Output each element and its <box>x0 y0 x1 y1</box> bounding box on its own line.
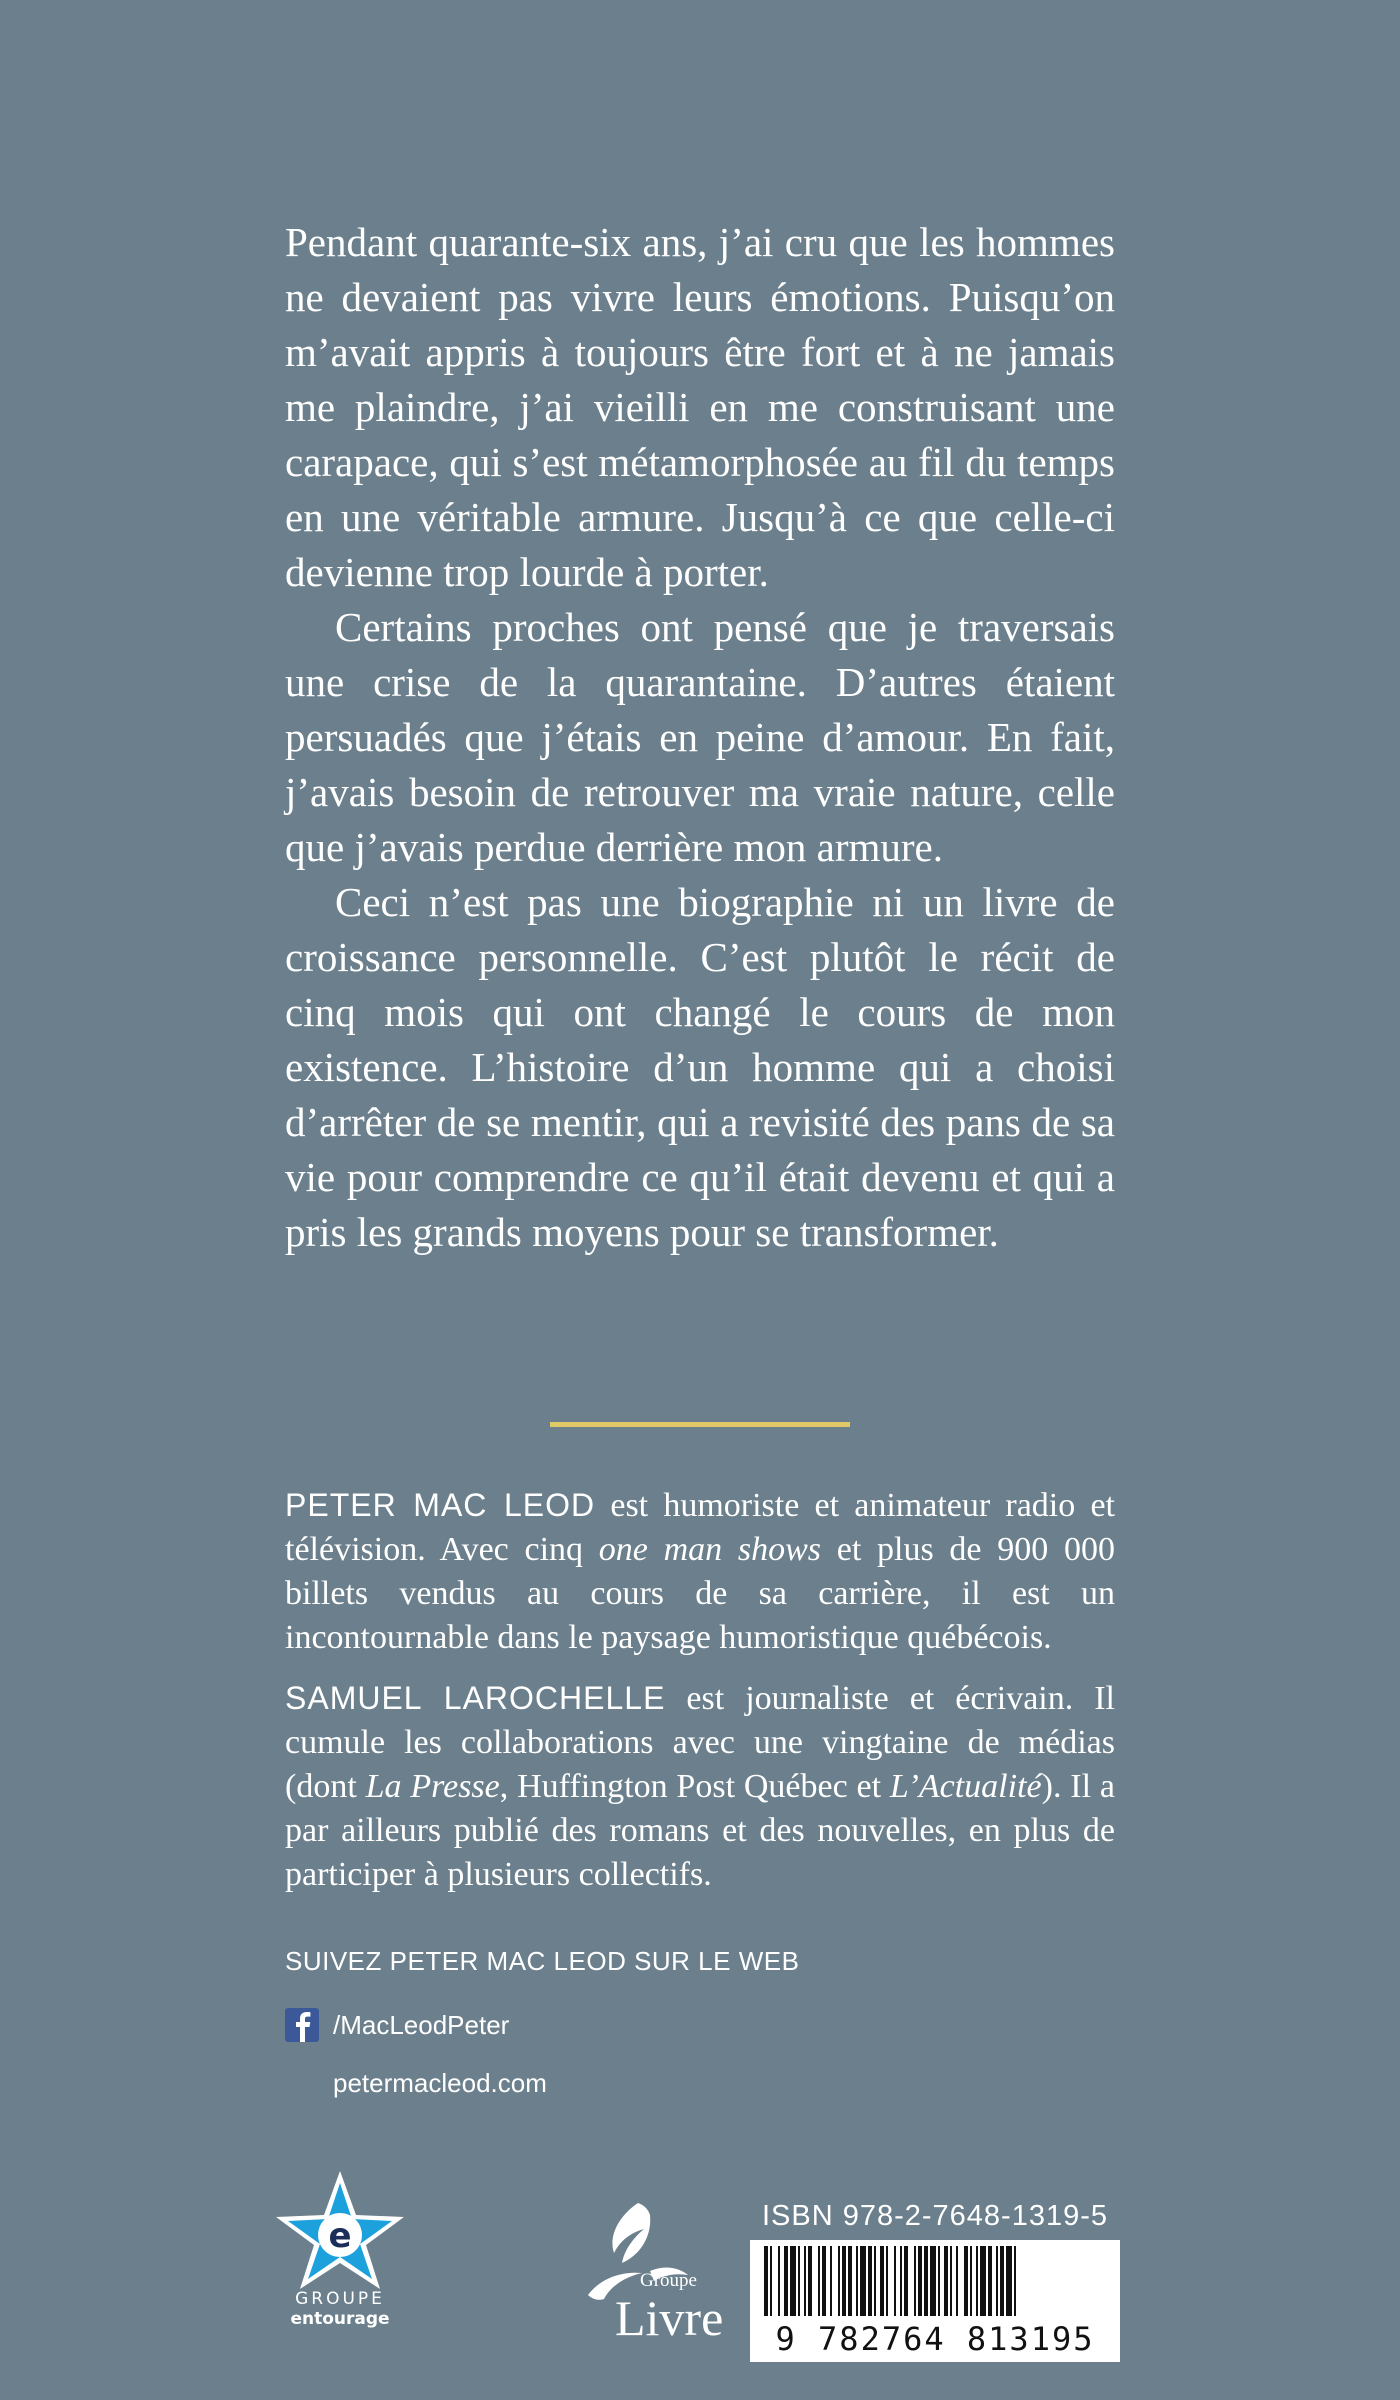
livre-small-word: Groupe <box>640 2270 697 2291</box>
entourage-letter: e <box>328 2216 352 2256</box>
blurb-paragraph-2: Certains proches ont pensé que je traversais une crise de la quarantaine. D’autres étaient persuadés que j’étais en peine d’amour. En fait, j’avais besoin de retrouver ma vraie nature, celle que j’avais perdue derrière mon armure. <box>285 604 1115 870</box>
bio-peter-text-2: et plus de 900 000 billets vendus au cours de sa carrière, il est un incontournable dans le paysage humoristique québécois. <box>285 1531 1115 1656</box>
isbn-label: ISBN 978-2-7648-1319-5 <box>761 2200 1109 2232</box>
livre-big-word: Livre <box>615 2290 724 2346</box>
entourage-line2: entourage <box>290 2309 390 2329</box>
barcode-digits: 9 782764 813195 <box>750 2320 1120 2358</box>
facebook-link[interactable] <box>285 2005 509 2045</box>
author-bios <box>285 1483 1115 1913</box>
isbn-barcode <box>750 2200 1120 2362</box>
blurb-paragraph-1: Pendant quarante-six ans, j’ai cru que les hommes ne devaient pas vivre leurs émotions. Puisqu’on m’avait appris à toujours être fort et à ne jamais me plaindre, j’ai vieilli en me construisant une carapace, qui s’est métamorphosée au fil du temps en une véritable armure. Jusqu’à ce que celle-ci devienne trop lourde à porter. <box>285 219 1115 595</box>
entourage-star-logo-icon <box>270 2165 410 2365</box>
facebook-handle: /MacLeodPeter <box>333 2009 510 2040</box>
follow-heading: SUIVEZ PETER MAC LEOD SUR LE WEB <box>285 1946 800 1976</box>
bio-samuel-italic-1: La Presse <box>365 1768 500 1805</box>
bio-samuel-italic-2: L’Actualité <box>889 1768 1042 1805</box>
bio-samuel-text-3: ). Il a par ailleurs publié des romans et des nouvelles, en plus de participer à plusieurs collectifs. <box>285 1768 1115 1893</box>
website-link[interactable]: petermacleod.com <box>333 2068 547 2098</box>
barcode-bars <box>760 2246 1110 2320</box>
gold-divider <box>550 1422 850 1427</box>
facebook-icon <box>285 2008 319 2042</box>
blurb-paragraph-3: Ceci n’est pas une biographie ni un livre de croissance personnelle. C’est plutôt le récit de cinq mois qui ont changé le cours de mon existence. L’histoire d’un homme qui a choisi d’arrêter de se mentir, qui a revisité des pans de sa vie pour comprendre ce qu’il était devenu et qui a pris les grands moyens pour se transformer. <box>285 879 1115 1255</box>
bio-samuel-name: SAMUEL LAROCHELLE <box>285 1680 666 1716</box>
bio-peter-text-1: est humoriste et animateur radio et télévision. Avec cinq <box>285 1487 1116 1568</box>
bio-peter-italic: one man shows <box>598 1531 822 1568</box>
bio-peter <box>285 1483 1115 1660</box>
bio-samuel-text-1: est journaliste et écrivain. Il cumule les collaborations avec une vingtaine de médias (dont <box>285 1680 1115 1805</box>
bio-samuel <box>285 1676 1115 1897</box>
bio-samuel-text-2: , Huffington Post Québec et <box>499 1768 890 1805</box>
entourage-line1: GROUPE <box>295 2289 385 2309</box>
bio-peter-name: PETER MAC LEOD <box>285 1487 596 1523</box>
blurb <box>285 215 1115 1260</box>
